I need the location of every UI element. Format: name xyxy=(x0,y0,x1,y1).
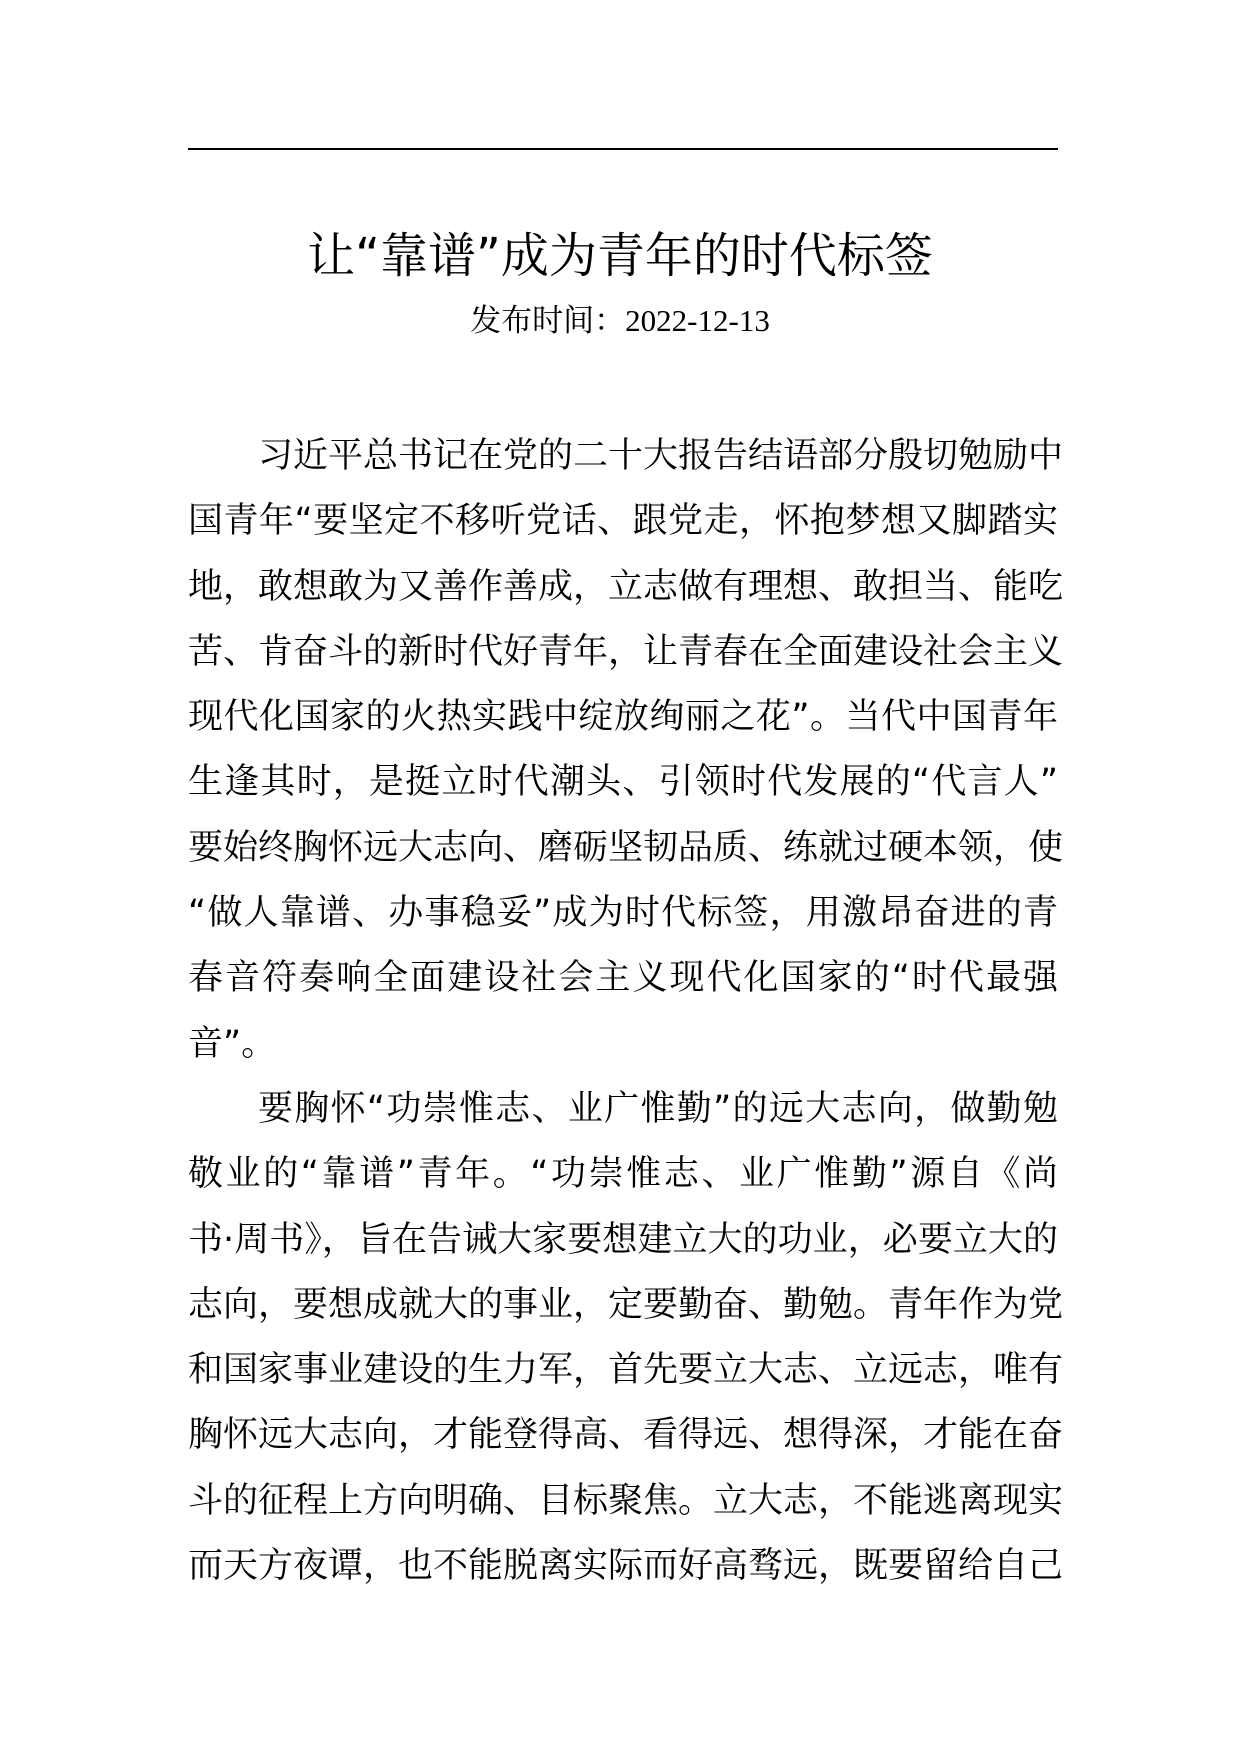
publish-label: 发布时间： xyxy=(470,303,626,339)
paragraph-line: 要胸怀“功崇惟志、业广惟勤”的远大志向，做勤勉 xyxy=(258,1088,1058,1129)
paragraph-line: 现代化国家的火热实践中绽放绚丽之花”。当代中国青年 xyxy=(188,697,1058,738)
paragraph-line: 地，敢想敢为又善作善成，立志做有理想、敢担当、能吃 xyxy=(188,566,1064,607)
paragraph-2 xyxy=(188,1077,1064,1599)
paragraph-line: 苦、肯奋斗的新时代好青年，让青春在全面建设社会主义 xyxy=(188,631,1064,672)
publish-date: 2022-12-13 xyxy=(625,303,770,338)
paragraph-line: 生逢其时，是挺立时代潮头、引领时代发展的“代言人” xyxy=(188,762,1058,803)
paragraph-line: 书·周书》，旨在告诫大家要想建立大的功业，必要立大的 xyxy=(188,1219,1058,1260)
publish-info xyxy=(0,299,1240,343)
paragraph-line: 胸怀远大志向，才能登得高、看得远、想得深，才能在奋 xyxy=(188,1415,1064,1456)
paragraph-line: 志向，要想成就大的事业，定要勤奋、勤勉。青年作为党 xyxy=(188,1284,1064,1325)
paragraph-line: 国青年“要坚定不移听党话、跟党走，怀抱梦想又脚踏实 xyxy=(188,501,1058,542)
paragraph-1 xyxy=(188,424,1064,1077)
article-title: 让“靠谱”成为青年的时代标签 xyxy=(307,228,933,284)
paragraph-line: 音”。 xyxy=(188,1023,277,1064)
header-rule xyxy=(188,148,1058,150)
paragraph-line: 和国家事业建设的生力军，首先要立大志、立远志，唯有 xyxy=(188,1350,1064,1391)
paragraph-line: 要始终胸怀远大志向、磨砺坚韧品质、练就过硬本领，使 xyxy=(188,827,1064,868)
paragraph-line: 春音符奏响全面建设社会主义现代化国家的“时代最强 xyxy=(188,958,1058,999)
article-body xyxy=(188,424,1064,1599)
paragraph-line: 习近平总书记在党的二十大报告结语部分殷切勉励中 xyxy=(258,436,1064,476)
paragraph-line: 斗的征程上方向明确、目标聚焦。立大志，不能逃离现实 xyxy=(188,1480,1064,1521)
paragraph-line: “做人靠谱、办事稳妥”成为时代标签，用激昂奋进的青 xyxy=(188,893,1058,934)
paragraph-line: 而天方夜谭，也不能脱离实际而好高骛远，既要留给自己 xyxy=(188,1546,1064,1587)
paragraph-line: 敬业的“靠谱”青年。“功崇惟志、业广惟勤”源自《尚 xyxy=(188,1154,1058,1195)
